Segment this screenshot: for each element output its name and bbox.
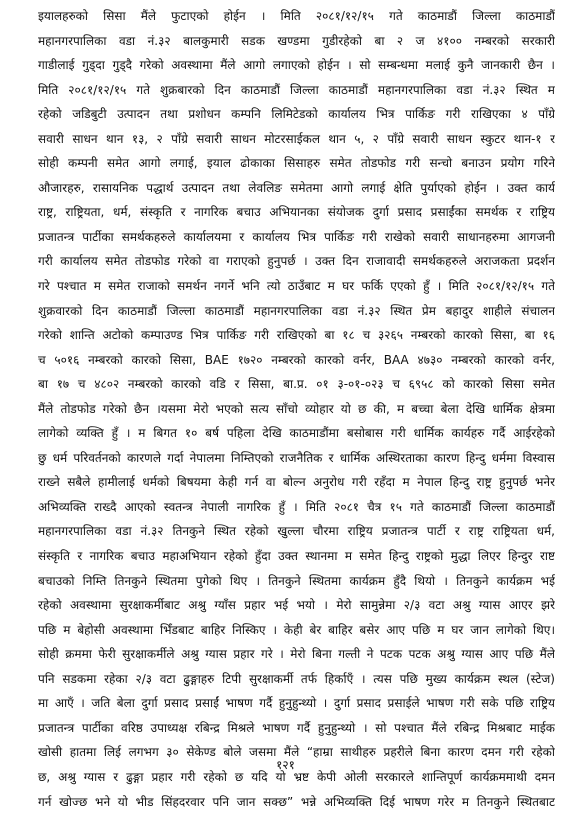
text-line: महानगरपालिका वडा नं.३२ तिनकुने स्थित रहेको खुल्ला चौरमा राष्ट्रिय प्रजातन्त्र पार्टी र राष्ट्र राष्ट्रियता धर्म, [38, 519, 555, 544]
text-line: च ५०१६ नम्बरको कारको सिसा, BAE १७२० नम्बरको कारको वर्नर, BAA ४७३० नम्बरको कारको वर्नर, [38, 348, 555, 373]
text-line: इयालहरुको सिसा मैंले फुटाएको होईन । मिति २०८१/१२/१५ गते काठमाडौं जिल्ला काठमाडौं [38, 4, 555, 29]
text-line: बचाउको निम्ति तिनकुने स्थितमा पुगेको थिए । तिनकुने स्थितमा कार्यक्रम हुँदै थियो । तिनकुने कार्यक्रम भई [38, 569, 555, 594]
text-line: प्रजातन्त्र पार्टीका समर्थकहरुले कार्यालयमा र कार्यालय भित्र पार्किङ गरी राखेको सवारी साधानहरुमा आगजनी [38, 225, 555, 250]
text-line: बा १७ च ४८०२ नम्बरको कारको वडि र सिसा, बा.प्र. ०१ ३-०१-०२३ च ६९५८ को कारको सिसा समेत [38, 372, 555, 397]
text-line: राष्ट्र, राष्ट्रियता, धर्म, संस्कृति र नागरिक बचाउ अभियानका संयोजक दुर्गा प्रसाद प्रसाईंका समर्थक र राष्ट्रिय [38, 200, 555, 225]
text-line: संस्कृति र नागरिक बचाउ महाअभियान रहेको हुँदा उक्त स्थानमा म समेत हिन्दु राष्ट्रको मुद्धा लिएर हिन्दुर राष्ट [38, 544, 555, 569]
text-line: लागेको व्यक्ति हुँ । म बिगत १० बर्ष पहिला देखि काठमाडौंमा बसोबास गरी धार्मिक कार्यहरु गर्दै आईरहेको [38, 421, 555, 446]
text-line: महानगरपालिका वडा नं.३२ बालकुमारी सडक खण्डमा गुडीरहेको बा २ ज ४१०० नम्बरको सरकारी [38, 29, 555, 54]
text-line: रहेको जडिबुटी उत्पादन तथा प्रशोधन कम्पनि लिमिटेडको कार्यालय भित्र पार्किङ गरी राखिएका ४ पाँग्रे [38, 102, 555, 127]
text-line: खोसी हातमा लिई लगभग ३० सेकेण्ड बोले जसमा मैंले “हाम्रा साथीहरु प्रहरीले बिना कारण दमन गरी रहेको [38, 740, 555, 765]
text-line: औजारहरु, रासायनिक पद्धार्थ उत्पादन तथा लेवलिङ समेतमा आगो लगाई क्षेति पुर्याएको होईन । उक्त कार्य [38, 176, 555, 201]
text-line: गाडीलाई गुड्दा गुड्दै गरेको अवस्थामा मैंले आगो लगाएको होईन । सो सम्बन्धमा मलाई कुनै जानकारी छैन । [38, 53, 555, 78]
text-line: प्रजातन्त्र पार्टीका वरिष्ठ उपाध्यक्ष रबिन्द्र मिश्रले भाषण गर्दै हुनुहुन्थ्यो । सो पश्चात मैंले रबिन्द्र मिश्रबाट माईक [38, 716, 555, 741]
text-line: गरे पश्चात म समेत राजाको समर्थन नगर्ने भनि त्यो ठाउँबाट म घर फर्कि एएको हुँ । मिति २०८१/१२/१५ गते [38, 274, 555, 299]
text-line: राख्ने सबैले हामीलाई धर्मको बिषयमा केही गर्न वा बोल्न अनुरोध गरी रहँदा म नेपाल हिन्दु राष्ट्र हुनुपर्छ भनेर [38, 470, 555, 495]
text-line: गरेको शान्ति अटोको कम्पाउण्ड भित्र पार्किङ गरी राखिएको बा १८ च ३२६५ नम्बरको कारको सिसा, बा १६ [38, 323, 555, 348]
text-line: पछि म बेहोसी अवस्थामा भिँडबाट बाहिर निस्किए । केही बेर बाहिर बसेर आए पछि म घर जान लागेको थिए। [38, 618, 555, 643]
page-number: १२१ [0, 756, 571, 773]
text-line: सवारी साधन थान १३, २ पाँग्रे सवारी साधन मोटरसाईकल थान ५, २ पाँग्रे सवारी साधन स्कुटर थान-१ र [38, 127, 555, 152]
text-line: छ, अश्रु ग्यास र ढुङ्गा प्रहार गरी रहेको छ यदि यो भ्रष्ट केपी ओली सरकारले शान्तिपूर्ण कार्यक्रममाथी दमन [38, 765, 555, 790]
text-line: मैंले तोडफोड गरेको छैन ।यसमा मेरो भएको सत्य साँचो व्योहार यो छ की, म बच्चा बेला देखि धार्मिक क्षेत्रमा [38, 397, 555, 422]
text-line: गरी कार्यालय समेत तोडफोड गरेको वा गराएको हुनुपर्छ । उक्त दिन राजावादी समर्थकहरुले अराजकता प्रदर्शन [38, 249, 555, 274]
text-line: गर्न खोज्छ भने यो भीड सिंहदरवार पनि जान सक्छ” भन्ने अभिव्यक्ति दिई भाषण गरेर म तिनकुने स्थितबाट [38, 790, 555, 814]
text-line: रहेको अवस्थामा सुरक्षाकर्मीबाट अश्रु ग्याँस प्रहार भई भयो । मेरो सामुन्नेमा २/३ वटा अश्रु ग्यास आएर झरे [38, 593, 555, 618]
text-line: मा आएँ । जति बेला दुर्गा प्रसाद प्रसाईं भाषण गर्दै हुनुहुन्थ्यो । दुर्गा प्रसाद प्रसाईले भाषण गरी सके पछि राष्ट्रिय [38, 691, 555, 716]
text-line: पनि सडकमा रहेका २/३ वटा ढुङ्गाहरु टिपी सुरक्षाकर्मी तर्फ हिर्काएँ । त्यस पछि मुख्य कार्यक्रम स्थल (स्टेज) [38, 667, 555, 692]
text-line: सोही क्रममा फेरी सुरक्षाकर्मीले अश्रु ग्यास प्रहार गरे । मेरो बिना गल्ती ने पटक पटक अश्रु ग्यास आए पछि मैंले [38, 642, 555, 667]
text-line: छु धर्म परिवर्तनको कारणले गर्दा नेपालमा निम्तिएको राजनैतिक र धार्मिक अस्थिरताका कारण हिन्दु धर्ममा विस्वास [38, 446, 555, 471]
text-line: मिति २०८१/१२/१५ गते शुक्रबारको दिन काठमाडौं जिल्ला काठमाडौं महानगरपालिका वडा नं.३२ स्थित म [38, 78, 555, 103]
text-line: शुक्रवारको दिन काठमाडौं जिल्ला काठमाडौं महानगरपालिका वडा नं.३२ स्थित प्रेम बहादुर शाहीले संचालन [38, 299, 555, 324]
statement-body-text [38, 4, 555, 814]
text-line: सोही कम्पनी समेत आगो लगाई, इयाल ढोकाका सिसाहरु समेत तोडफोड गरी सन्चो बनाउन प्रयोग गरिने [38, 151, 555, 176]
text-line: अभिव्यक्ति राख्दै आएको स्वतन्त्र नेपाली नागरिक हुँ । मिति २०८१ चैत्र १५ गते काठमाडौं जिल्ला काठमाडौं [38, 495, 555, 520]
